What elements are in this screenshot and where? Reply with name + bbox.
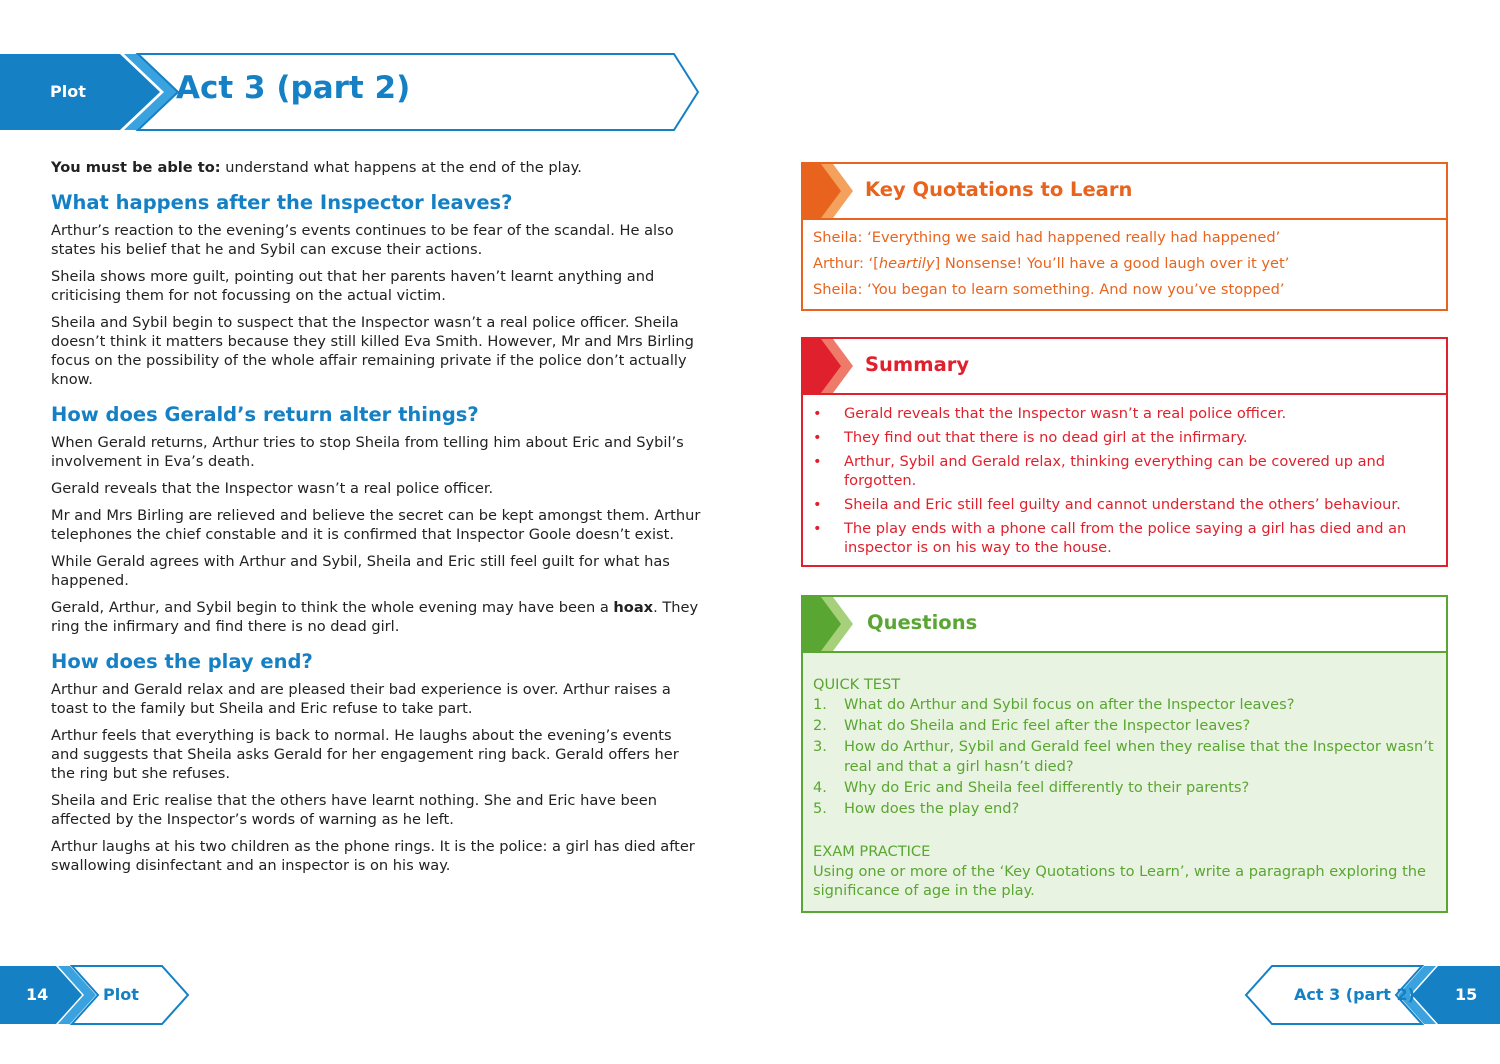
- question-text: What do Arthur and Sybil focus on after the Inspector leaves?: [844, 696, 1295, 713]
- page-title: Act 3 (part 2): [176, 70, 411, 106]
- summary-item-text: Sheila and Eric still feel guilty and cannot understand the others’ behaviour.: [844, 496, 1401, 513]
- bullet-icon: •: [813, 496, 822, 513]
- summary-list: [803, 395, 1446, 557]
- quick-test-list: [813, 695, 1436, 818]
- key-quotations-header: [803, 164, 1446, 220]
- chevron-arrow-icon: [803, 164, 855, 218]
- learning-objective: [51, 158, 701, 177]
- bullet-icon: •: [813, 405, 822, 422]
- paragraph: While Gerald agrees with Arthur and Sybil, Sheila and Eric still feel guilt for what has happened.: [51, 553, 670, 589]
- bullet-icon: •: [813, 453, 822, 470]
- header-section-label: Plot: [50, 82, 86, 101]
- summary-item-text: They find out that there is no dead girl at the infirmary.: [844, 429, 1248, 446]
- paragraph: Arthur’s reaction to the evening’s events continues to be fear of the scandal. He also states his belief that he and Sybil can excuse their actions.: [51, 222, 674, 258]
- question-number: 1.: [813, 696, 827, 713]
- questions-box: [801, 595, 1448, 913]
- quotation: Sheila: ‘Everything we said had happened really had happened’: [813, 229, 1281, 246]
- questions-body: [803, 653, 1446, 900]
- main-text-column: [51, 158, 701, 883]
- page-number-right: 15: [1455, 985, 1478, 1004]
- question-text: Why do Eric and Sheila feel differently to their parents?: [844, 778, 1250, 796]
- paragraph: Gerald reveals that the Inspector wasn’t a real police officer.: [51, 480, 494, 497]
- list-item: [813, 737, 1436, 776]
- question-number: 3.: [813, 738, 827, 755]
- chevron-arrow-icon: [803, 339, 855, 393]
- list-item: [813, 799, 1436, 819]
- questions-title: Questions: [867, 611, 978, 634]
- hoax-keyword: hoax: [613, 599, 654, 616]
- page-number-left: 14: [26, 985, 49, 1004]
- hoax-text-before: Gerald, Arthur, and Sybil begin to think the whole evening may have been a: [51, 599, 614, 616]
- paragraph: Arthur and Gerald relax and are pleased their bad experience is over. Arthur raises a toast to the family but Sheila and Eric refuse to take part.: [51, 681, 671, 717]
- stage-direction: heartily: [878, 255, 935, 272]
- question-text: What do Sheila and Eric feel after the Inspector leaves?: [844, 717, 1251, 734]
- list-item: [813, 716, 1436, 736]
- bullet-icon: •: [813, 429, 822, 446]
- paragraph: Sheila shows more guilt, pointing out that her parents haven’t learnt anything and criticising them for not focussing on the actual victim.: [51, 268, 655, 304]
- paragraph: Sheila and Eric realise that the others have learnt nothing. She and Eric have been affected by the Inspector’s words of warning as he left.: [51, 792, 657, 828]
- question-text: How does the play end?: [844, 799, 1020, 817]
- quick-test-label: QUICK TEST: [813, 676, 901, 693]
- question-number: 4.: [813, 778, 827, 796]
- question-text: How do Arthur, Sybil and Gerald feel when they realise that the Inspector wasn’t real and that a girl hasn’t died?: [844, 738, 1434, 775]
- footer-topic-link[interactable]: Act 3 (part 2): [1294, 985, 1415, 1004]
- list-item: [813, 695, 1436, 715]
- paragraph-hoax: [51, 598, 701, 636]
- list-item: [813, 778, 1436, 798]
- summary-item-text: The play ends with a phone call from the police saying a girl has died and an inspector is on his way to the house.: [844, 520, 1407, 556]
- quotation: [813, 254, 1436, 273]
- summary-item-text: Arthur, Sybil and Gerald relax, thinking everything can be covered up and forgotten.: [844, 453, 1386, 489]
- list-item: [813, 404, 1436, 423]
- questions-header: [803, 597, 1446, 653]
- section-heading-play-end: How does the play end?: [51, 650, 313, 673]
- paragraph: Arthur laughs at his two children as the phone rings. It is the police: a girl has died after swallowing disinfectant and an inspector is on his way.: [51, 838, 695, 874]
- section-heading-after-inspector: What happens after the Inspector leaves?: [51, 191, 513, 214]
- learning-objective-lead: You must be able to:: [51, 159, 221, 176]
- summary-box: [801, 337, 1448, 567]
- paragraph: When Gerald returns, Arthur tries to stop Sheila from telling him about Eric and Sybil’s involvement in Eva’s death.: [51, 434, 684, 470]
- paragraph: Sheila and Sybil begin to suspect that the Inspector wasn’t a real police officer. Sheila doesn’t think it matters because they still killed Eva Smith. However, Mr and Mrs Birling focus on the possibility of the whole affair remaining private if the police don’t actually know.: [51, 314, 694, 388]
- chevron-arrow-icon: [803, 597, 855, 651]
- key-quotations-list: [803, 220, 1446, 314]
- quotation: Sheila: ‘You began to learn something. And now you’ve stopped’: [813, 281, 1285, 298]
- question-number: 2.: [813, 717, 827, 734]
- key-quotations-box: [801, 162, 1448, 311]
- bullet-icon: •: [813, 520, 822, 537]
- summary-header: [803, 339, 1446, 395]
- quotation-part: ] Nonsense! You’ll have a good laugh over it yet’: [934, 255, 1290, 272]
- summary-item-text: Gerald reveals that the Inspector wasn’t a real police officer.: [844, 405, 1287, 422]
- list-item: [813, 495, 1436, 514]
- paragraph: Mr and Mrs Birling are relieved and believe the secret can be kept amongst them. Arthur telephones the chief constable and it is confirmed that Inspector Goole doesn’t exist.: [51, 507, 701, 543]
- key-quotations-title: Key Quotations to Learn: [865, 178, 1133, 201]
- question-number: 5.: [813, 799, 827, 817]
- footer-section-link[interactable]: Plot: [103, 985, 139, 1004]
- summary-title: Summary: [865, 353, 970, 376]
- list-item: [813, 452, 1436, 490]
- exam-practice-label: EXAM PRACTICE: [813, 842, 931, 860]
- list-item: [813, 428, 1436, 447]
- hoax-text-after: . They ring the infirmary and find there is no dead girl.: [51, 599, 699, 635]
- section-heading-gerald-return: How does Gerald’s return alter things?: [51, 403, 479, 426]
- paragraph: Arthur feels that everything is back to normal. He laughs about the evening’s events and suggests that Sheila asks Gerald for her engagement ring back. Gerald offers her the ring but she refuses.: [51, 727, 679, 782]
- quotation-part: Arthur: ‘[: [813, 255, 879, 272]
- exam-practice-text: Using one or more of the ‘Key Quotations to Learn’, write a paragraph exploring the significance of age in the play.: [813, 862, 1427, 899]
- learning-objective-text: understand what happens at the end of the play.: [220, 159, 582, 176]
- spacer: [813, 820, 1436, 842]
- list-item: [813, 519, 1436, 557]
